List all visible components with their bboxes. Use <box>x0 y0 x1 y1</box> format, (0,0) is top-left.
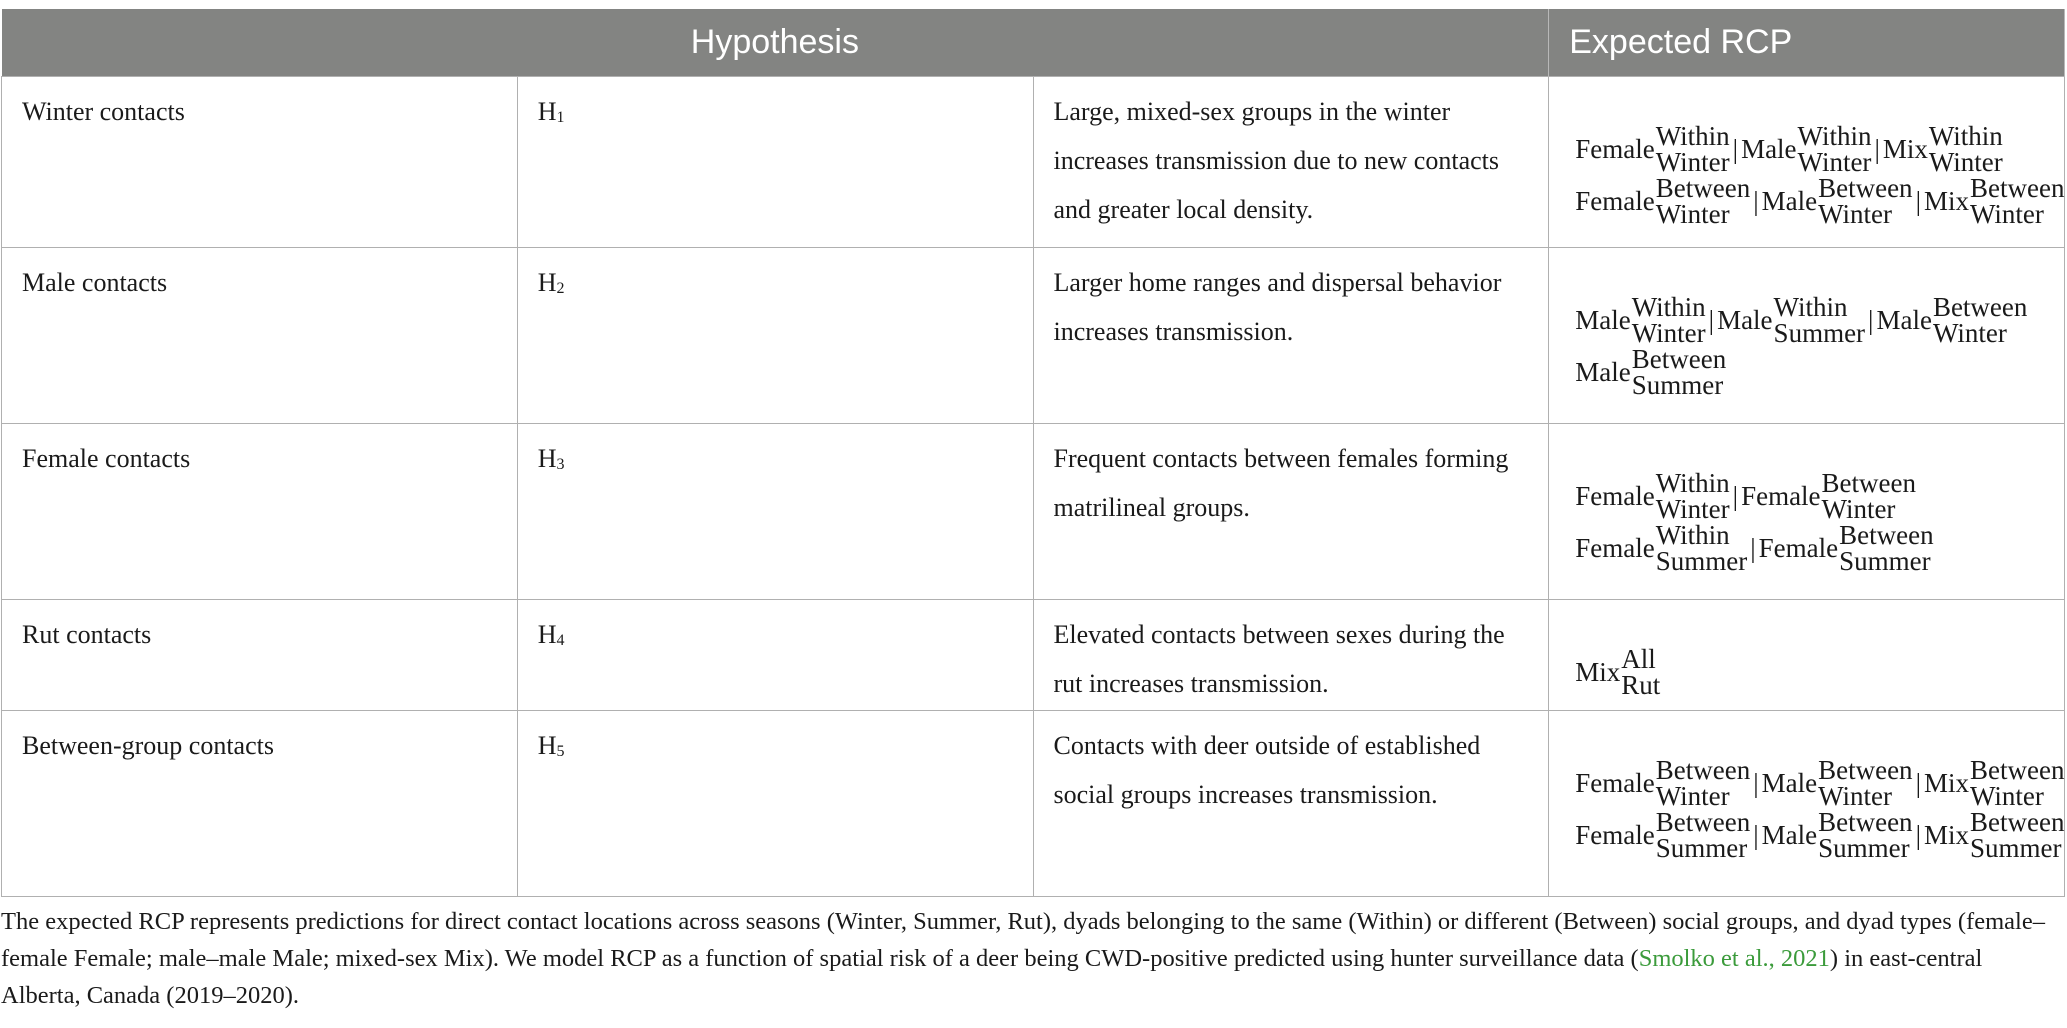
rcp-line <box>1575 807 2065 863</box>
rcp-term-season: Summer <box>1773 318 1866 348</box>
rcp-term-season: Winter <box>1655 494 1730 524</box>
rcp-term-season: Summer <box>1839 546 1931 576</box>
rcp-term-dyad: Female <box>1758 532 1839 563</box>
rcp-term-qualifiers <box>1656 175 1750 227</box>
rcp-term-dyad: Mix <box>1923 819 1969 850</box>
rcp-term-qualifiers <box>1970 757 2064 809</box>
rcp-term-season: Rut <box>1621 670 1661 700</box>
rcp-term-season: Summer <box>1969 833 2062 863</box>
hypothesis-description: Large, mixed-sex groups in the winter increases transmission due to new contacts and greater local density. <box>1033 77 1549 248</box>
rcp-line <box>1575 646 2044 698</box>
rcp-separator: | <box>1753 767 1759 798</box>
rcp-term <box>1924 175 2064 227</box>
hypothesis-id-base: H <box>537 620 557 649</box>
rcp-term-qualifiers <box>1970 809 2064 861</box>
rcp-separator: | <box>1732 480 1739 511</box>
expected-rcp-cell <box>1549 711 2065 897</box>
rcp-term-group: Between <box>1655 755 1751 785</box>
rcp-term-season: Winter <box>1631 318 1706 348</box>
table-row <box>2 600 2065 711</box>
expected-rcp-cell <box>1549 424 2065 600</box>
rcp-term-group: Between <box>1969 807 2065 837</box>
rcp-term <box>1575 294 1705 346</box>
table-row <box>2 424 2065 600</box>
rcp-term-group: Between <box>1932 292 2028 322</box>
rcp-term <box>1717 294 1865 346</box>
rcp-line <box>1575 522 2044 574</box>
rcp-term-season: Winter <box>1969 781 2044 811</box>
rcp-term-season: Winter <box>1969 199 2044 229</box>
rcp-term-group: Between <box>1839 520 1934 550</box>
rcp-term-dyad: Female <box>1575 819 1655 850</box>
rcp-term <box>1924 757 2064 809</box>
hypothesis-id <box>517 248 1033 424</box>
hypothesis-id <box>517 424 1033 600</box>
rcp-term-group: All <box>1621 644 1656 674</box>
hypothesis-label: Between-group contacts <box>2 711 518 897</box>
rcp-term <box>1575 346 1726 398</box>
rcp-term-group: Within <box>1797 121 1872 151</box>
rcp-term-dyad: Male <box>1761 767 1818 798</box>
rcp-line <box>1575 173 2065 229</box>
rcp-term-group: Between <box>1969 173 2065 203</box>
rcp-term-dyad: Female <box>1575 480 1655 511</box>
rcp-term-group: Within <box>1655 121 1730 151</box>
rcp-term-group: Within <box>1928 121 2003 151</box>
hypothesis-label: Rut contacts <box>2 600 518 711</box>
rcp-term-season: Summer <box>1655 546 1748 576</box>
rcp-term-dyad: Male <box>1761 185 1818 216</box>
hypothesis-label: Winter contacts <box>2 77 518 248</box>
table-body <box>2 77 2065 897</box>
rcp-term-qualifiers <box>1621 646 1660 698</box>
rcp-term-dyad: Mix <box>1923 185 1969 216</box>
header-hypothesis: Hypothesis <box>2 9 1549 77</box>
rcp-line <box>1575 123 2044 175</box>
rcp-term <box>1762 175 1913 227</box>
rcp-term-dyad: Male <box>1575 356 1631 387</box>
expected-rcp-cell <box>1549 77 2065 248</box>
caption-text-before: The expected RCP represents predictions for direct contact locations across seasons (Winter, Summer, Rut), dyads belonging to the same (Within) or different (Between) social groups, and dyad types (female–female Female; male–male Male; mixed-sex Mix). We model RCP as a function of spatial risk of a deer being CWD-positive predicted using hunter surveillance data ( <box>1 908 2045 972</box>
rcp-term-season: Winter <box>1655 199 1730 229</box>
rcp-term-group: Between <box>1655 807 1751 837</box>
rcp-term <box>1575 757 1750 809</box>
rcp-line <box>1575 470 2044 522</box>
rcp-term-qualifiers <box>1970 175 2064 227</box>
rcp-separator: | <box>1915 767 1921 798</box>
hypothesis-label: Male contacts <box>2 248 518 424</box>
rcp-term-season: Winter <box>1818 781 1892 811</box>
rcp-term-group: Between <box>1631 344 1727 374</box>
rcp-term-dyad: Female <box>1575 767 1655 798</box>
rcp-separator: | <box>1753 819 1759 850</box>
rcp-term-group: Between <box>1969 755 2065 785</box>
rcp-separator: | <box>1732 133 1739 164</box>
rcp-term <box>1924 809 2064 861</box>
hypothesis-id <box>517 77 1033 248</box>
rcp-term <box>1876 294 2027 346</box>
rcp-term <box>1759 522 1934 574</box>
rcp-term-dyad: Male <box>1761 819 1818 850</box>
rcp-term-qualifiers <box>1656 757 1750 809</box>
rcp-term-qualifiers <box>1818 757 1912 809</box>
rcp-term-group: Within <box>1655 520 1730 550</box>
rcp-term <box>1575 646 1660 698</box>
rcp-term-dyad: Mix <box>1882 133 1928 164</box>
table-caption <box>1 903 2061 1014</box>
rcp-term-group: Between <box>1821 468 1917 498</box>
rcp-term-qualifiers <box>1632 346 1726 398</box>
rcp-term-group: Within <box>1631 292 1706 322</box>
rcp-term <box>1575 809 1750 861</box>
table-row <box>2 248 2065 424</box>
caption-text-after: ) in east-central Alberta, Canada (2019–2020). <box>1 945 1983 1009</box>
table-row <box>2 711 2065 897</box>
rcp-term-group: Within <box>1655 468 1730 498</box>
rcp-term-dyad: Mix <box>1575 656 1621 687</box>
hypothesis-id-subscript: 1 <box>556 109 565 126</box>
rcp-term-qualifiers <box>1632 294 1706 346</box>
rcp-term-group: Within <box>1773 292 1848 322</box>
rcp-term-season: Summer <box>1655 833 1748 863</box>
rcp-term-dyad: Female <box>1741 480 1821 511</box>
hypothesis-id-subscript: 4 <box>556 632 565 649</box>
hypothesis-id-base: H <box>537 731 557 760</box>
rcp-separator: | <box>1874 133 1880 164</box>
rcp-term-dyad: Male <box>1717 304 1773 335</box>
rcp-term-qualifiers <box>1818 809 1912 861</box>
hypothesis-id-subscript: 5 <box>556 743 565 760</box>
rcp-term-qualifiers <box>1656 123 1730 175</box>
rcp-term-qualifiers <box>1818 175 1912 227</box>
expected-rcp-cell <box>1549 248 2065 424</box>
table-header-row <box>2 9 2065 77</box>
rcp-term-season: Summer <box>1631 370 1724 400</box>
hypothesis-description: Elevated contacts between sexes during the rut increases transmission. <box>1033 600 1549 711</box>
rcp-separator: | <box>1868 304 1874 335</box>
rcp-term <box>1575 123 1729 175</box>
rcp-term-group: Between <box>1818 755 1913 785</box>
rcp-separator: | <box>1915 819 1921 850</box>
rcp-separator: | <box>1915 185 1921 216</box>
rcp-term-dyad: Male <box>1741 133 1797 164</box>
rcp-term-qualifiers <box>1839 522 1933 574</box>
rcp-term <box>1741 470 1916 522</box>
rcp-term <box>1575 175 1750 227</box>
rcp-term-group: Between <box>1655 173 1751 203</box>
rcp-term-dyad: Mix <box>1923 767 1969 798</box>
rcp-term-qualifiers <box>1933 294 2027 346</box>
caption-citation-link[interactable]: Smolko et al., 2021 <box>1638 945 1830 972</box>
rcp-term-season: Winter <box>1928 147 2003 177</box>
rcp-term-season: Winter <box>1797 147 1872 177</box>
hypothesis-id <box>517 600 1033 711</box>
rcp-term-season: Winter <box>1655 781 1730 811</box>
rcp-term-season: Winter <box>1932 318 2007 348</box>
hypothesis-id-subscript: 2 <box>556 280 565 297</box>
rcp-line <box>1575 755 2065 811</box>
rcp-term-season: Winter <box>1818 199 1892 229</box>
hypothesis-id-base: H <box>537 97 557 126</box>
hypothesis-id-subscript: 3 <box>556 456 565 473</box>
rcp-term-qualifiers <box>1929 123 2003 175</box>
hypothesis-id-base: H <box>537 268 557 297</box>
rcp-term-group: Between <box>1818 807 1913 837</box>
rcp-term <box>1762 809 1913 861</box>
rcp-line <box>1575 294 2044 346</box>
rcp-term <box>1762 757 1913 809</box>
rcp-separator: | <box>1753 185 1759 216</box>
rcp-term-qualifiers <box>1656 470 1730 522</box>
hypothesis-description: Contacts with deer outside of established social groups increases transmission. <box>1033 711 1549 897</box>
rcp-term <box>1575 470 1729 522</box>
rcp-term-qualifiers <box>1656 809 1750 861</box>
rcp-term-dyad: Male <box>1575 304 1631 335</box>
hypothesis-description: Larger home ranges and dispersal behavior increases transmission. <box>1033 248 1549 424</box>
rcp-term-qualifiers <box>1822 470 1916 522</box>
rcp-term-season: Summer <box>1818 833 1910 863</box>
rcp-separator: | <box>1708 304 1715 335</box>
rcp-term <box>1741 123 1871 175</box>
rcp-term <box>1575 522 1747 574</box>
hypothesis-id-base: H <box>537 444 557 473</box>
table-row <box>2 77 2065 248</box>
hypothesis-description: Frequent contacts between females forming matrilineal groups. <box>1033 424 1549 600</box>
hypothesis-table <box>1 9 2065 897</box>
rcp-term-qualifiers <box>1656 522 1748 574</box>
rcp-term-season: Winter <box>1655 147 1730 177</box>
expected-rcp-cell <box>1549 600 2065 711</box>
rcp-term-group: Between <box>1818 173 1913 203</box>
rcp-term-dyad: Male <box>1876 304 1932 335</box>
rcp-term-qualifiers <box>1798 123 1872 175</box>
rcp-term-season: Winter <box>1821 494 1896 524</box>
hypothesis-label: Female contacts <box>2 424 518 600</box>
rcp-term-dyad: Female <box>1575 133 1655 164</box>
rcp-line <box>1575 346 2044 398</box>
rcp-term <box>1883 123 2003 175</box>
header-expected-rcp: Expected RCP <box>1549 9 2065 77</box>
rcp-term-qualifiers <box>1774 294 1866 346</box>
rcp-separator: | <box>1750 532 1756 563</box>
rcp-term-dyad: Female <box>1575 532 1655 563</box>
rcp-term-dyad: Female <box>1575 185 1655 216</box>
hypothesis-id <box>517 711 1033 897</box>
